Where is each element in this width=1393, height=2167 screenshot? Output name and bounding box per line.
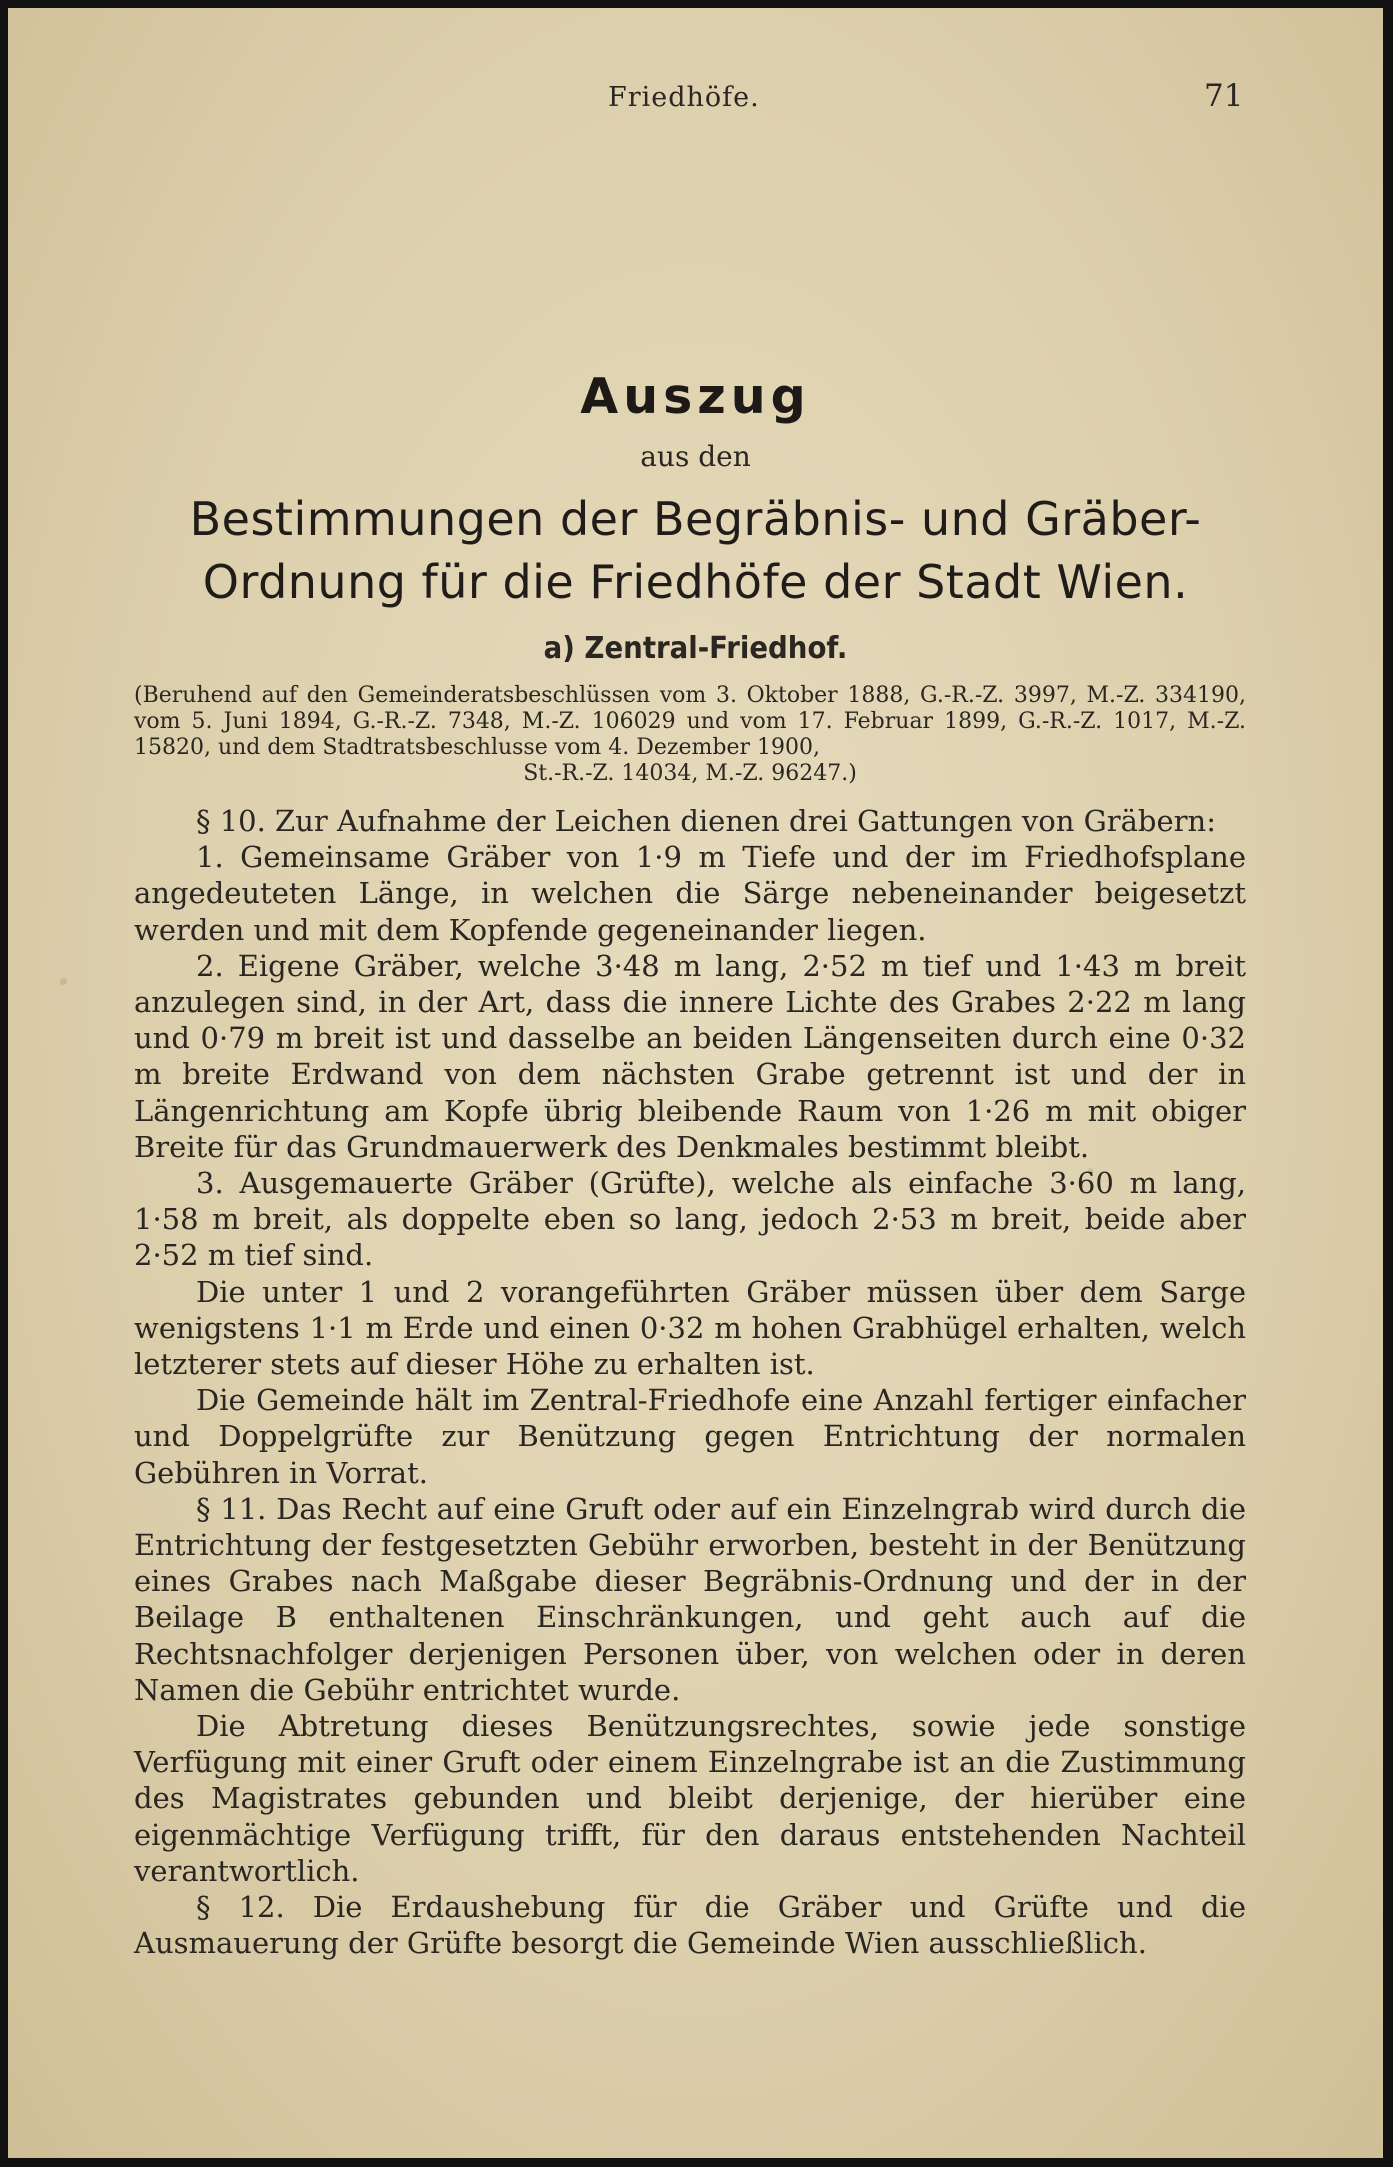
running-header: Friedhöfe. — [608, 82, 760, 113]
paragraph: § 12. Die Erdaushebung für die Gräber und Grüfte und die Ausmauerung der Grüfte besorgt die Gemeinde Wien ausschließlich. — [134, 1890, 1246, 1961]
paragraph: 1. Gemeinsame Gräber von 1·9 m Tiefe und der im Friedhofsplane angedeuteten Länge, in welchen die Särge nebeneinander beigesetzt werden und mit dem Kopfende gegeneinander liegen. — [134, 840, 1246, 947]
heading-title-line-2: Ordnung für die Friedhöfe der Stadt Wien. — [202, 555, 1189, 609]
paragraph: § 10. Zur Aufnahme der Leichen dienen drei Gattungen von Gräbern: — [196, 804, 1216, 838]
paragraph: 3. Ausgemauerte Gräber (Grüfte), welche als einfache 3·60 m lang, 1·58 m breit, als doppelte eben so lang, jedoch 2·53 m breit, beide aber 2·52 m tief sind. — [134, 1166, 1246, 1273]
legal-basis-last-line: St.-R.-Z. 14034, M.-Z. 96247.) — [523, 761, 857, 786]
page-number: 71 — [1204, 78, 1244, 114]
paragraph: 2. Eigene Gräber, welche 3·48 m lang, 2·52 m tief und 1·43 m breit anzulegen sind, in der Art, dass die innere Lichte des Grabes 2·22 m lang und 0·79 m breit ist und dasselbe an beiden Längenseiten durch eine 0·32 m breite Erdwand von dem nächsten Grabe getrennt ist und der in Längenrichtung am Kopfe übrig bleibende Raum von 1·26 m mit obiger Breite für das Grundmauerwerk des Denkmales bestimmt bleibt. — [134, 948, 1246, 1164]
paragraph: Die Abtretung dieses Benützungsrechtes, sowie jede sonstige Verfügung mit einer Gruft oder einem Einzelngrabe ist an die Zustimmung des Magistrates gebunden und bleibt derjenige, der hierüber eine eigenmächtige Verfügung trifft, für den daraus entstehenden Nachteil verantwortlich. — [134, 1709, 1246, 1888]
paragraph: § 11. Das Recht auf eine Gruft oder auf ein Einzelngrab wird durch die Entrichtung der festgesetzten Gebühr erworben, besteht in der Benützung eines Grabes nach Maßgabe dieser Begräbnis-Ordnung und der in der Beilage B enthaltenen Einschränkungen, und geht auch auf die Rechtsnachfolger derjenigen Personen über, von welchen oder in deren Namen die Gebühr entrichtet wurde. — [134, 1491, 1246, 1707]
heading-connector: aus den — [640, 440, 751, 473]
legal-basis-note — [134, 683, 1246, 787]
heading-auszug: Auszug — [580, 368, 811, 425]
legal-basis-text: (Beruhend auf den Gemeinderatsbeschlüssen vom 3. Oktober 1888, G.-R.-Z. 3997, M.-Z. 334190, vom 5. Juni 1894, G.-R.-Z. 7348, M.-Z. 106029 und vom 17. Februar 1899, G.-R.-Z. 1017, M.-Z. 15820, und dem Stadtratsbeschlusse vom 4. Dezember 1900, — [134, 683, 1246, 760]
body-text — [134, 803, 1246, 1962]
section-heading: a) Zentral-Friedhof. — [543, 631, 848, 666]
paragraph: Die Gemeinde hält im Zentral-Friedhofe eine Anzahl fertiger einfacher und Doppelgrüfte zur Benützung gegen Entrichtung der normalen Gebühren in Vorrat. — [134, 1383, 1246, 1490]
paragraph: Die unter 1 und 2 vorangeführten Gräber müssen über dem Sarge wenigstens 1·1 m Erde und einen 0·32 m hohen Grabhügel erhalten, welch letzterer stets auf dieser Höhe zu erhalten ist. — [134, 1274, 1246, 1382]
book-page — [8, 8, 1383, 2158]
paper-spot — [60, 978, 67, 985]
heading-title-line-1: Bestimmungen der Begräbnis- und Gräber- — [189, 492, 1202, 546]
